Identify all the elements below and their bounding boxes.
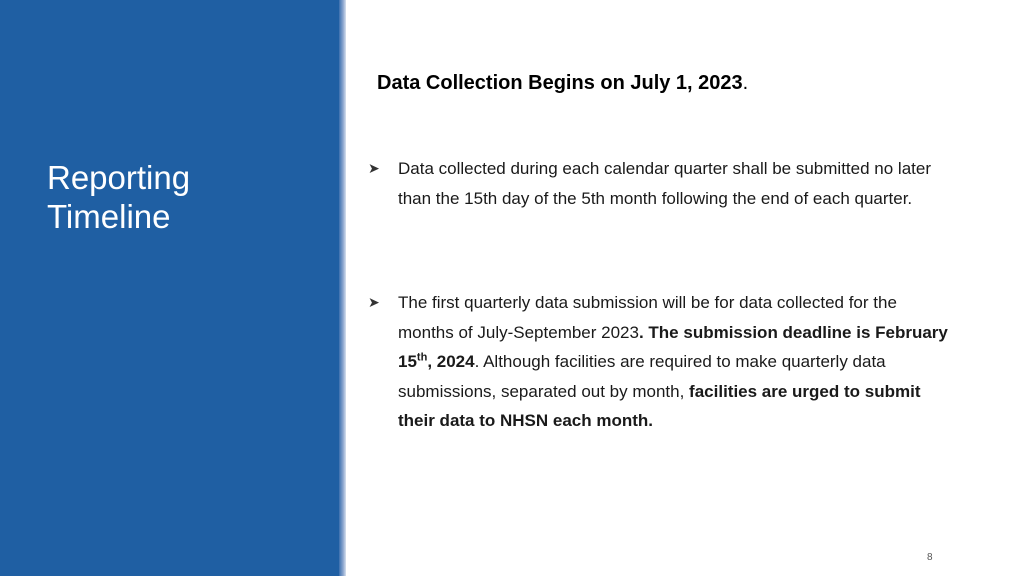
sidebar-edge-shadow	[339, 0, 346, 576]
bullet-2-deadline-bold: . The submission deadline is February 15	[398, 322, 948, 371]
heading-period: .	[742, 72, 749, 94]
arrow-bullet-icon: ➤	[368, 294, 380, 310]
arrow-bullet-icon: ➤	[368, 160, 380, 176]
bullet-2-superscript: th	[416, 351, 428, 364]
bullet-item-2	[368, 288, 954, 436]
section-title	[47, 158, 317, 236]
bullet-2-emphasis-bold: facilities are urged to submit their data to NHSN each month.	[398, 381, 921, 430]
heading-text: Data Collection Begins on July 1, 2023	[377, 72, 743, 94]
bullet-2-text-part-2: . Although facilities are required to make quarterly data submissions, separated out by month,	[398, 352, 886, 401]
bullet-1-text: Data collected during each calendar quarter shall be submitted no later than the 15th day of the 5th month following the end of each quarter.	[398, 159, 931, 208]
section-title-line-1: Reporting	[47, 159, 191, 196]
slide-heading	[377, 72, 748, 95]
page-number: 8	[927, 552, 933, 563]
sidebar-panel	[0, 0, 339, 576]
bullet-2-year-bold: , 2024	[427, 352, 475, 371]
section-title-line-2: Timeline	[47, 198, 171, 235]
bullet-2-text-part-1: The first quarterly data submission will be for data collected for the months of July-September 2023	[398, 293, 897, 342]
bullet-item-1	[368, 154, 954, 213]
